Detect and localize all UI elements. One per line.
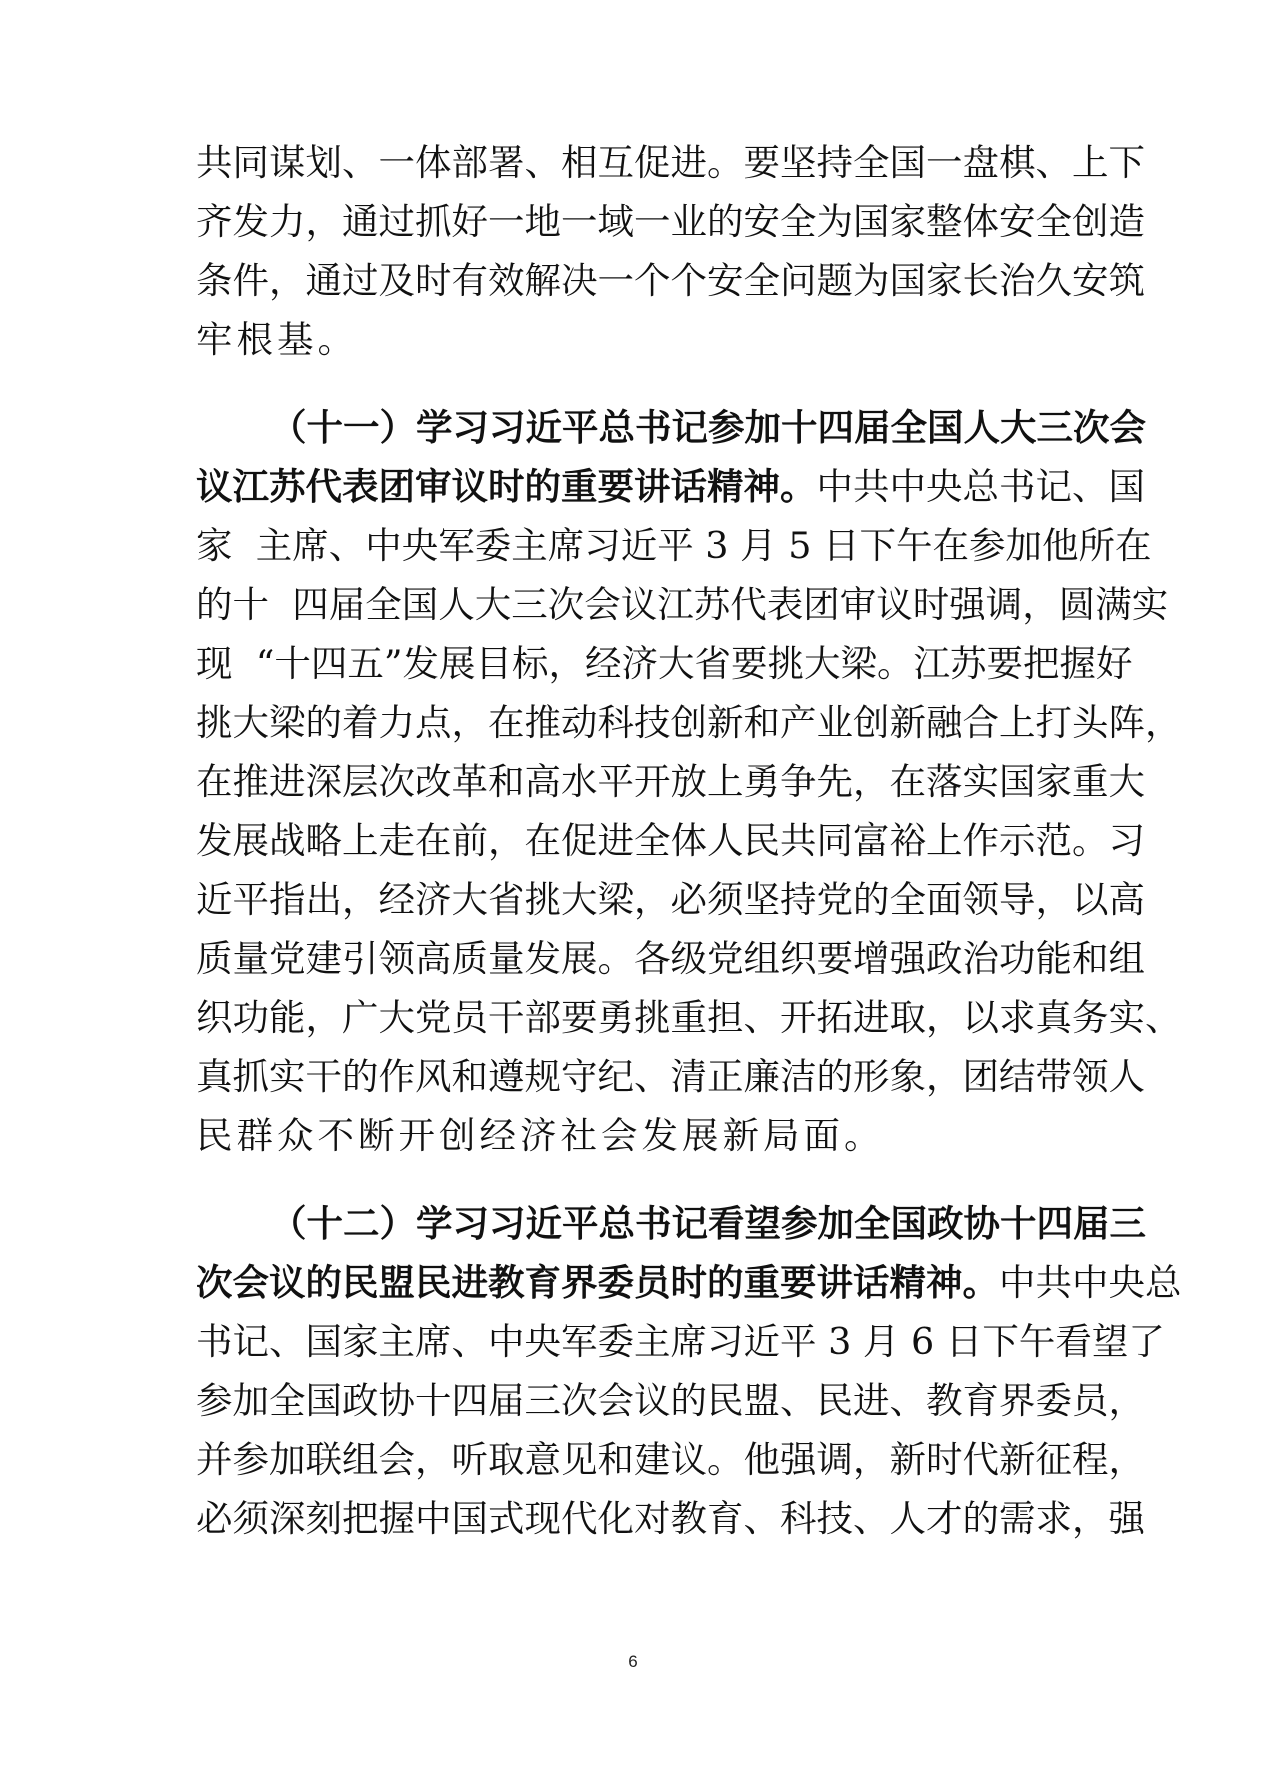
paragraph-line: 织功能，广大党员干部要勇挑重担、开拓进取，以求真务实、 bbox=[196, 996, 1182, 1039]
paragraph-line bbox=[196, 1253, 1182, 1313]
paragraph-line: 的十 四届全国人大三次会议江苏代表团审议时强调，圆满实 bbox=[196, 583, 1169, 626]
section-heading-11-cont: 议江苏代表团审议时的重要讲话精神。 bbox=[196, 465, 817, 508]
section-heading-12-cont: 次会议的民盟民进教育界委员时的重要讲话精神。 bbox=[196, 1261, 999, 1304]
paragraph-line: 现 “十四五”发展目标，经济大省要挑大梁。江苏要把握好 bbox=[196, 642, 1133, 685]
paragraph-line: 条件，通过及时有效解决一个个安全问题为国家长治久安筑 bbox=[196, 259, 1145, 302]
section-heading-12: （十二）学习习近平总书记看望参加全国政协十四届三 bbox=[270, 1202, 1146, 1245]
section-heading-11: （十一）学习习近平总书记参加十四届全国人大三次会 bbox=[270, 406, 1146, 449]
paragraph-line: 书记、国家主席、中央军委主席习近平 3 月 6 日下午看望了 bbox=[196, 1320, 1165, 1363]
paragraph-line bbox=[196, 457, 1145, 517]
paragraph-line: 民群众不断开创经济社会发展新局面。 bbox=[196, 1114, 885, 1157]
paragraph-line: 真抓实干的作风和遵规守纪、清正廉洁的形象，团结带领人 bbox=[196, 1055, 1145, 1098]
paragraph-line: 并参加联组会，听取意见和建议。他强调，新时代新征程， bbox=[196, 1438, 1145, 1481]
paragraph-line: 质量党建引领高质量发展。各级党组织要增强政治功能和组 bbox=[196, 937, 1145, 980]
paragraph-line: 发展战略上走在前，在促进全体人民共同富裕上作示范。习 bbox=[196, 819, 1145, 862]
paragraph-line: 在推进深层次改革和高水平开放上勇争先，在落实国家重大 bbox=[196, 760, 1145, 803]
paragraph-line: 齐发力，通过抓好一地一域一业的安全为国家整体安全创造 bbox=[196, 200, 1145, 243]
paragraph-line: 挑大梁的着力点，在推动科技创新和产业创新融合上打头阵， bbox=[196, 701, 1182, 744]
paragraph-text: 中共中央总 bbox=[999, 1261, 1182, 1304]
paragraph-line: 家 主席、中央军委主席习近平 3 月 5 日下午在参加他所在 bbox=[196, 524, 1152, 567]
paragraph-line: 参加全国政协十四届三次会议的民盟、民进、教育界委员， bbox=[196, 1379, 1145, 1422]
paragraph-line: 近平指出，经济大省挑大梁，必须坚持党的全面领导，以高 bbox=[196, 878, 1145, 921]
paragraph-text: 中共中央总书记、国 bbox=[816, 465, 1145, 508]
paragraph-line: 必须深刻把握中国式现代化对教育、科技、人才的需求，强 bbox=[196, 1497, 1145, 1540]
page-number: 6 bbox=[628, 1652, 638, 1671]
paragraph-line: 牢根基。 bbox=[196, 318, 358, 361]
paragraph-line: 共同谋划、一体部署、相互促进。要坚持全国一盘棋、上下 bbox=[196, 141, 1145, 184]
